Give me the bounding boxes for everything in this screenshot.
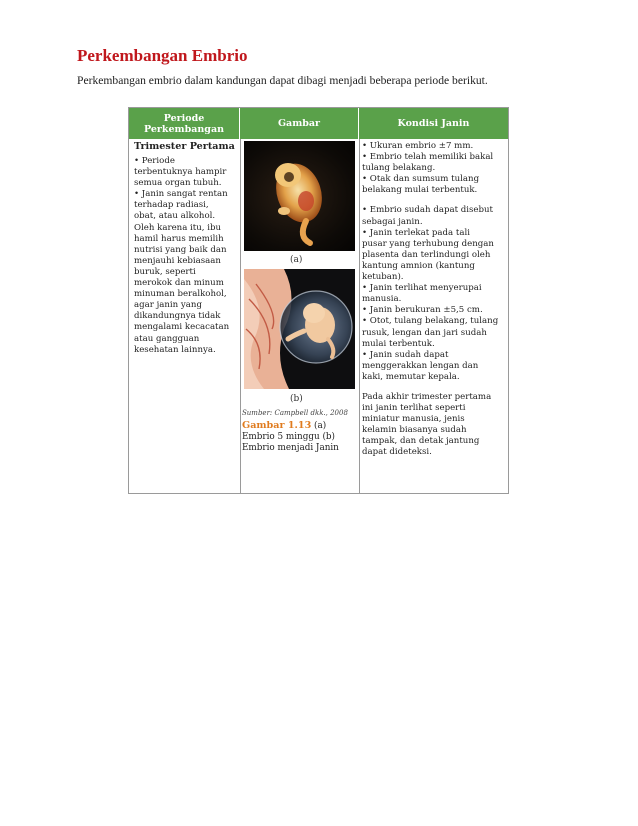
embryo-development-table <box>128 107 509 494</box>
caption-b: (b) <box>290 394 303 404</box>
condition-line: kelamin biasanya sudah <box>362 425 467 436</box>
figure-line: Embrio 5 minggu (b) <box>242 432 335 442</box>
period-cell <box>134 141 237 356</box>
condition-line: • Otot, tulang belakang, tulang <box>362 316 499 327</box>
period-line: mengalami kecacatan <box>134 322 230 333</box>
period-line: terbentuknya hampir <box>134 167 227 178</box>
condition-group-3 <box>362 392 506 459</box>
condition-line: Pada akhir trimester pertama <box>362 391 492 402</box>
condition-line: belakang mulai terbentuk. <box>362 185 478 196</box>
column-divider <box>240 139 241 493</box>
period-line: • Periode <box>134 156 175 166</box>
period-line: nutrisi yang baik dan <box>134 244 227 255</box>
condition-line: plasenta dan terlindungi oleh <box>362 249 491 260</box>
fetus-in-amnion-illustration <box>244 269 355 389</box>
period-line: terhadap radiasi, <box>134 200 209 211</box>
period-line: menjauhi kebiasaan <box>134 255 221 266</box>
period-line: hamil harus memilih <box>134 233 224 244</box>
period-title: Trimester Pertama <box>134 141 235 152</box>
condition-line: dapat dideteksi. <box>362 447 432 458</box>
condition-cell <box>362 141 506 459</box>
condition-line: • Ukuran embrio ±7 mm. <box>362 141 474 151</box>
header-period-line1: Periode <box>163 112 205 124</box>
condition-line: kantung amnion (kantung <box>362 260 475 271</box>
period-line: semua organ tubuh. <box>134 178 222 189</box>
period-description <box>134 156 237 356</box>
period-line: buruk, seperti <box>134 266 196 277</box>
period-line: merokok dan minum <box>134 278 224 289</box>
figure-label: Gambar 1.13 <box>242 420 312 431</box>
period-line: Oleh karena itu, ibu <box>134 222 222 233</box>
embryo-5-weeks-photo <box>244 141 355 251</box>
condition-line: tampak, dan detak jantung <box>362 436 480 447</box>
period-line: minuman beralkohol, <box>134 289 227 300</box>
table-header-row <box>129 108 508 139</box>
period-line: atau gangguan <box>134 333 200 344</box>
condition-line: • Janin sudah dapat <box>362 349 449 360</box>
condition-line: • Janin berukuran ±5,5 cm. <box>362 305 483 316</box>
condition-line: manusia. <box>362 294 402 305</box>
condition-line: menggerakkan lengan dan <box>362 360 479 371</box>
condition-line: • Otak dan sumsum tulang <box>362 174 480 185</box>
figure-line: Embrio menjadi Janin <box>242 443 339 453</box>
condition-line: kaki, memutar kepala. <box>362 371 460 382</box>
condition-line: sebagai janin. <box>362 216 423 227</box>
period-line: kesehatan lainnya. <box>134 344 216 355</box>
condition-line: • Janin terlekat pada tali <box>362 227 470 238</box>
condition-line: mulai terbentuk. <box>362 338 435 349</box>
figure-line: (a) <box>314 421 327 431</box>
intro-paragraph: Perkembangan embrio dalam kandungan dapat dibagi menjadi beberapa periode berikut. <box>77 74 488 87</box>
image-source: Sumber: Campbell dkk., 2008 <box>242 409 348 417</box>
condition-line: • Janin terlihat menyerupai <box>362 283 482 294</box>
condition-line: ketuban). <box>362 272 404 283</box>
header-period-line2: Perkembangan <box>143 123 225 135</box>
period-line: • Janin sangat rentan <box>134 189 228 200</box>
condition-line: ini janin terlihat seperti <box>362 403 466 414</box>
condition-group-2 <box>362 205 506 383</box>
condition-line: • Embrio telah memiliki bakal <box>362 152 494 163</box>
condition-line: rusuk, lengan dan jari sudah <box>362 327 487 338</box>
page-heading: Perkembangan Embrio <box>77 46 248 65</box>
figure-caption <box>242 420 360 454</box>
period-line: agar janin yang <box>134 300 202 311</box>
condition-line: pusar yang terhubung dengan <box>362 238 494 249</box>
header-period <box>129 108 240 139</box>
condition-group-1 <box>362 141 506 196</box>
condition-line: miniatur manusia, jenis <box>362 414 465 425</box>
embryo-to-fetus-photo <box>244 269 355 389</box>
embryo-illustration <box>244 141 355 251</box>
caption-a: (a) <box>290 255 303 265</box>
condition-line: tulang belakang. <box>362 163 436 174</box>
condition-line: • Embrio sudah dapat disebut <box>362 205 493 216</box>
period-line: dikandungnya tidak <box>134 311 221 322</box>
period-line: obat, atau alkohol. <box>134 211 216 222</box>
header-condition: Kondisi Janin <box>359 108 508 139</box>
header-image: Gambar <box>240 108 359 139</box>
